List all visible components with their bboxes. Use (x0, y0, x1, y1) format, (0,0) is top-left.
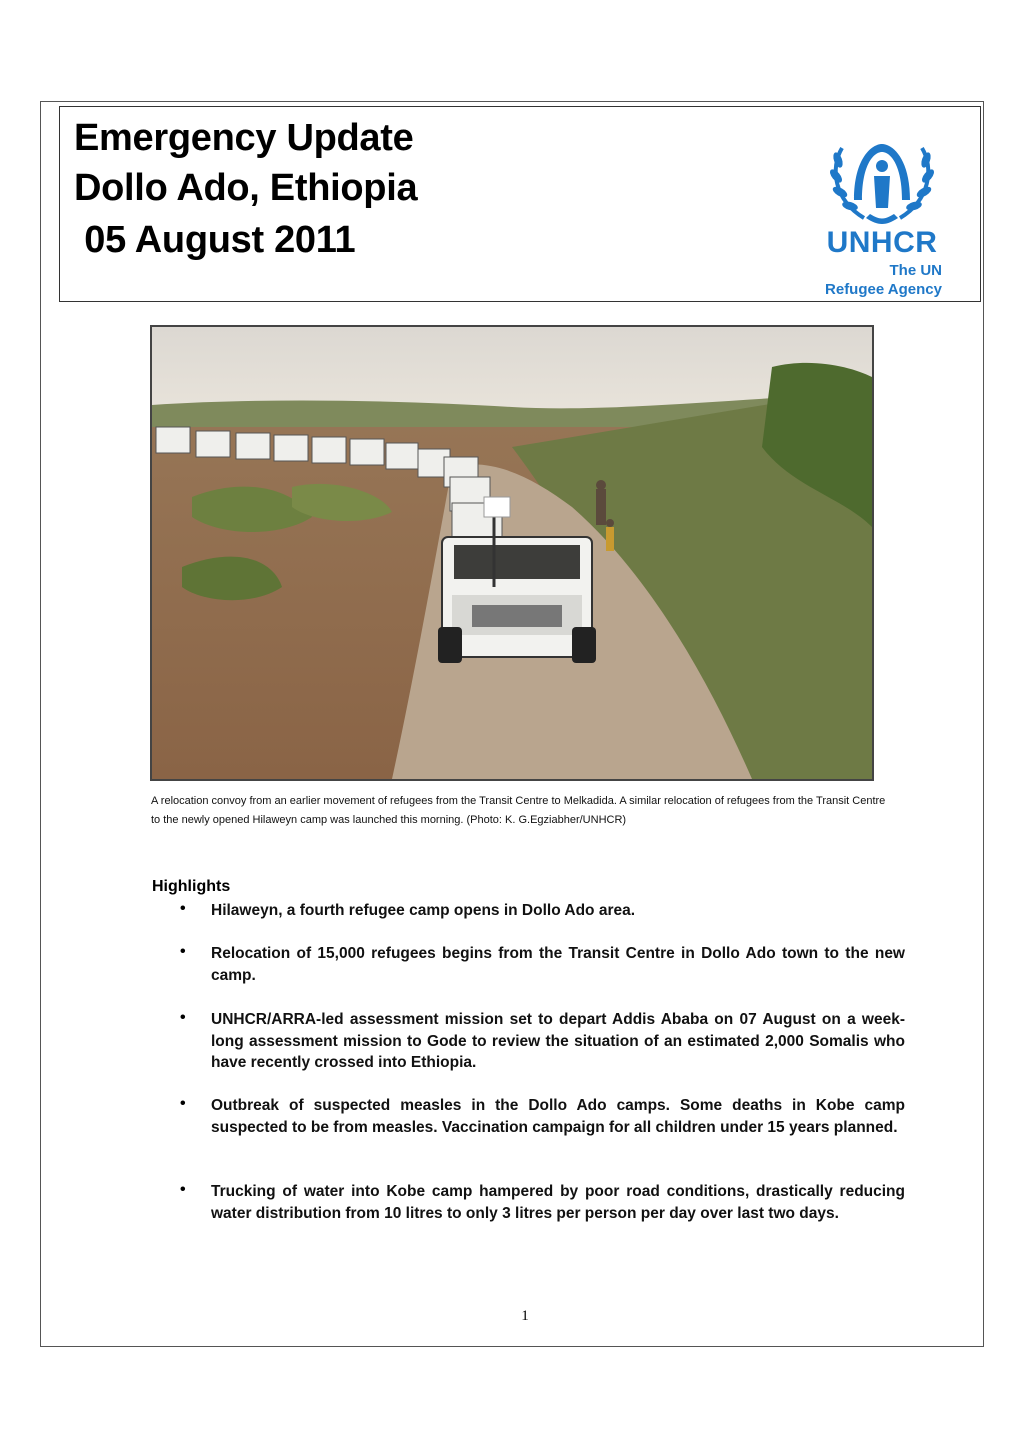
highlight-item: Outbreak of suspected measles in the Dollo Ado camps. Some deaths in Kobe camp suspected to be from measles. Vaccination campaign for all children under 15 years planned. (211, 1097, 905, 1136)
convoy-photo-image (152, 327, 872, 779)
title-line-2: Dollo Ado, Ethiopia (74, 167, 418, 209)
bullet-icon: • (180, 943, 186, 960)
bullet-icon: • (180, 900, 186, 917)
title-line-1: Emergency Update (74, 117, 414, 159)
bullet-icon: • (180, 1009, 186, 1026)
unhcr-emblem-icon (828, 138, 936, 226)
title-line-3: 05 August 2011 (74, 219, 356, 261)
highlight-item: Relocation of 15,000 refugees begins from the Transit Centre in Dollo Ado town to the new camp. (211, 945, 905, 984)
unhcr-logo (812, 138, 952, 302)
highlight-item: UNHCR/ARRA-led assessment mission set to depart Addis Ababa on 07 August on a week-long assessment mission to Gode to review the situation of an estimated 2,000 Somalis who have recently crossed into Ethiopia. (211, 1011, 905, 1071)
logo-wordmark: UNHCR (826, 226, 938, 259)
page-number: 1 (521, 1308, 529, 1324)
highlight-item: Trucking of water into Kobe camp hampered by poor road conditions, drastically reducing water distribution from 10 litres to only 3 litres per person per day over last two days. (211, 1183, 905, 1222)
bullet-icon: • (180, 1181, 186, 1198)
photo-caption: A relocation convoy from an earlier movement of refugees from the Transit Centre to Melkadida. A similar relocation of refugees from the Transit Centre to the newly opened Hilaweyn camp was launched this morning. (Photo: K. G.Egziabher/UNHCR) (151, 795, 886, 826)
logo-tagline-line1: The UN (889, 262, 942, 279)
highlights-heading: Highlights (152, 878, 231, 895)
highlight-item: Hilaweyn, a fourth refugee camp opens in Dollo Ado area. (211, 902, 636, 919)
convoy-photo (150, 325, 874, 781)
bullet-icon: • (180, 1095, 186, 1112)
logo-tagline-line2: Refugee Agency (825, 281, 942, 298)
